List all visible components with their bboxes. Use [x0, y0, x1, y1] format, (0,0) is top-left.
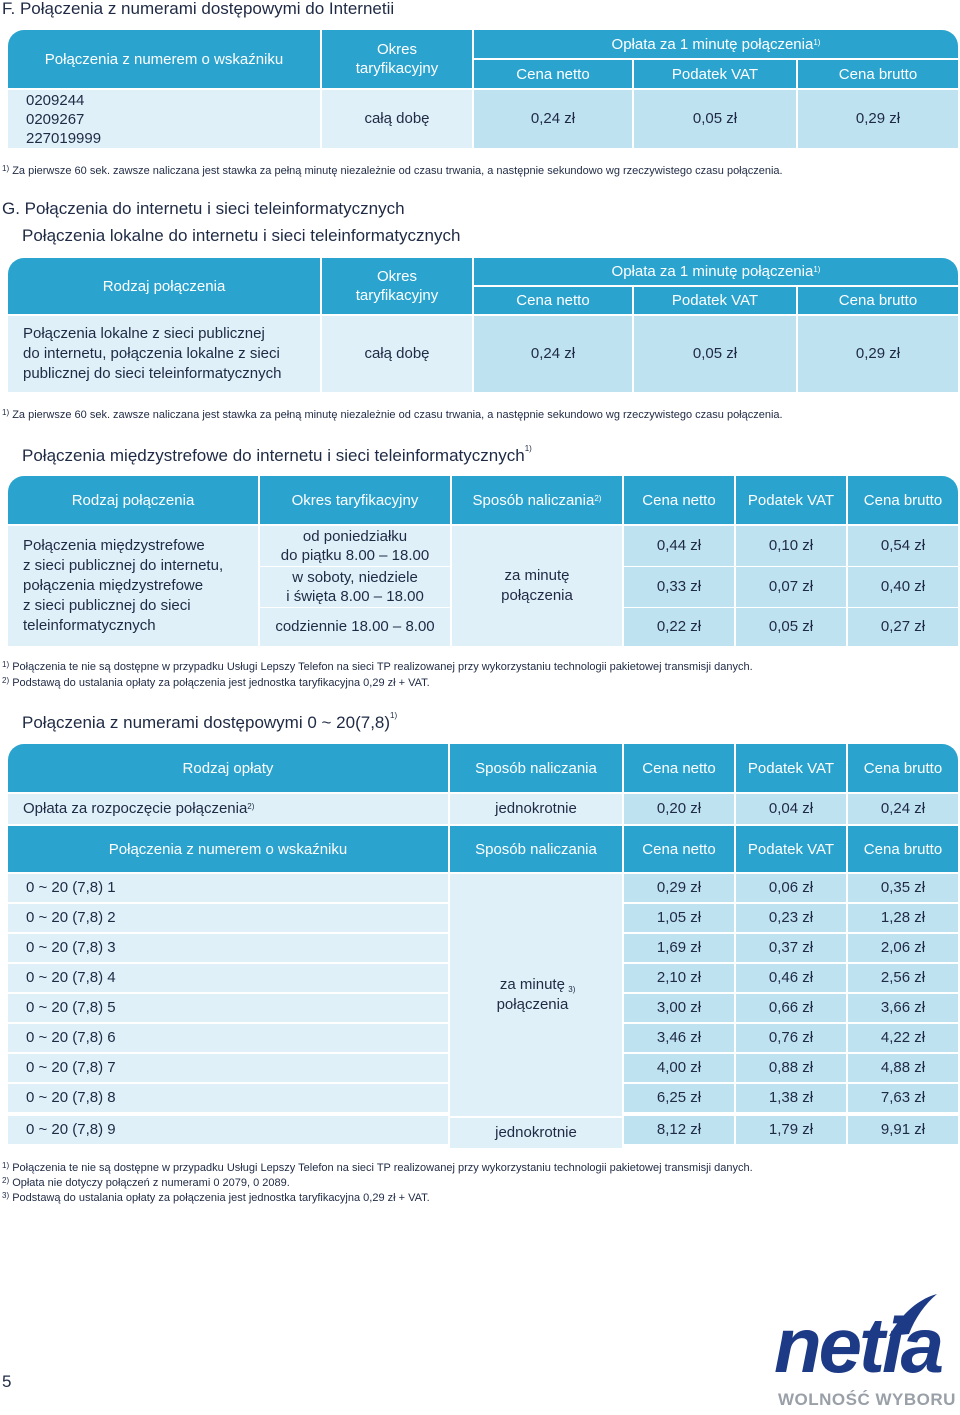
row-period-2: w soboty, niedziele i święta 8.00 – 18.00 [260, 567, 450, 607]
number-row-net: 3,46 zł [624, 1024, 734, 1052]
number-row-gross: 9,91 zł [848, 1116, 958, 1144]
number-row-net: 2,10 zł [624, 964, 734, 992]
number-row-net: 1,05 zł [624, 904, 734, 932]
header-fee-label: Opłata za 1 minutę połączenia [611, 35, 814, 53]
interzonal-title-text: Połączenia międzystrefowe do internetu i sieci teleinformatycznych [22, 446, 525, 465]
number-row-net: 8,12 zł [624, 1116, 734, 1144]
start-fee-gross: 0,24 zł [848, 794, 958, 824]
access20-title-sup: 1) [390, 711, 398, 720]
number-row-label: 0 ~ 20 (7,8) 8 [8, 1084, 448, 1112]
access20-footnote-3 [2, 1191, 430, 1205]
row-period: całą dobę [322, 90, 472, 148]
row-gross: 0,29 zł [798, 316, 958, 392]
header-vat: Podatek VAT [736, 476, 846, 524]
header-type: Rodzaj połączenia [8, 476, 258, 524]
row-vat-3: 0,05 zł [736, 608, 846, 646]
header-method: Sposób naliczania [450, 744, 622, 792]
footnote-text: Opłata nie dotyczy połączeń z numerami 0 2079, 0 2089. [12, 1177, 290, 1189]
interzonal-title-sup: 1) [524, 444, 532, 453]
section-f-footnote [2, 164, 783, 178]
number-row-label: 0 ~ 20 (7,8) 9 [8, 1116, 448, 1144]
footnote-text: Podstawą do ustalania opłaty za połączenia jest jednostka taryfikacyjna 0,29 zł + VAT. [12, 1192, 430, 1204]
row-gross: 0,29 zł [798, 90, 958, 148]
section-g-subtitle: Połączenia lokalne do internetu i sieci teleinformatycznych [22, 226, 461, 245]
tagline: WOLNOŚĆ WYBORU [778, 1390, 956, 1409]
header-period: Okres taryfikacyjny [260, 476, 450, 524]
header-period: Okres taryfikacyjny [322, 258, 472, 314]
row-gross-2: 0,40 zł [848, 567, 958, 607]
access20-title-text: Połączenia z numerami dostępowymi 0 ~ 20(7,8) [22, 713, 391, 732]
access20-footnote-2 [2, 1176, 290, 1190]
header-net-2: Cena netto [624, 826, 734, 872]
number-row-gross: 3,66 zł [848, 994, 958, 1022]
row-net: 0,24 zł [474, 316, 632, 392]
row-net-2: 0,33 zł [624, 567, 734, 607]
start-fee-sup: 2) [247, 802, 255, 811]
per-minute-method [450, 874, 622, 1116]
header-method-2: Sposób naliczania [450, 826, 622, 872]
header-net: Cena netto [474, 60, 632, 88]
header-fee-sup: 1) [813, 265, 821, 274]
number-row-net: 1,69 zł [624, 934, 734, 962]
row-vat-1: 0,10 zł [736, 526, 846, 566]
access20-title [22, 713, 397, 733]
header-gross: Cena brutto [848, 744, 958, 792]
number-row-vat: 0,46 zł [736, 964, 846, 992]
row-vat-2: 0,07 zł [736, 567, 846, 607]
footnote-text: Za pierwsze 60 sek. zawsze naliczana jest stawka za pełną minutę niezależnie od czasu trwania, a następnie sekundowo wg rzeczywistego czasu połączenia. [12, 165, 783, 177]
number-row-vat: 0,37 zł [736, 934, 846, 962]
header-period: Okres taryfikacyjny [322, 30, 472, 88]
access20-footnote-1 [2, 1161, 753, 1175]
header-fee [474, 258, 958, 285]
header-fee [474, 30, 958, 58]
number-row-vat: 0,76 zł [736, 1024, 846, 1052]
number-row-label: 0 ~ 20 (7,8) 2 [8, 904, 448, 932]
per-minute-text: za minutę połączenia [496, 976, 569, 1013]
header-method [452, 476, 622, 524]
header-fee-type: Rodzaj opłaty [8, 744, 448, 792]
section-f-title: F. Połączenia z numerami dostępowymi do Internetii [2, 0, 395, 18]
per-minute-sup: 3) [568, 985, 576, 994]
header-gross-2: Cena brutto [848, 826, 958, 872]
number-row-vat: 0,23 zł [736, 904, 846, 932]
header-net: Cena netto [624, 744, 734, 792]
number-row-gross: 4,88 zł [848, 1054, 958, 1082]
header-gross: Cena brutto [848, 476, 958, 524]
header-number: Połączenia z numerem o wskaźniku [8, 826, 448, 872]
footnote-text: Za pierwsze 60 sek. zawsze naliczana jest stawka za pełną minutę niezależnie od czasu trwania, a następnie sekundowo wg rzeczywistego czasu połączenia. [12, 409, 783, 421]
row-gross-3: 0,27 zł [848, 608, 958, 646]
section-g-title: G. Połączenia do internetu i sieci teleinformatycznych [2, 199, 405, 218]
number-row-label: 0 ~ 20 (7,8) 1 [8, 874, 448, 902]
row-vat: 0,05 zł [634, 316, 796, 392]
number-row-gross: 1,28 zł [848, 904, 958, 932]
row-period-1: od poniedziałku do piątku 8.00 – 18.00 [260, 526, 450, 566]
number-row-net: 4,00 zł [624, 1054, 734, 1082]
footnote-text: Połączenia te nie są dostępne w przypadku Usługi Lepszy Telefon na sieci TP realizowanej przy wykorzystaniu technologii pakietowej transmisji danych. [12, 1162, 753, 1174]
logo-wordmark: netia [774, 1301, 942, 1389]
header-fee-sup: 1) [813, 37, 821, 47]
start-fee-vat: 0,04 zł [736, 794, 846, 824]
footnote-text: Podstawą do ustalania opłaty za połączenia jest jednostka taryfikacyjna 0,29 zł + VAT. [12, 677, 430, 689]
number-row-label: 0 ~ 20 (7,8) 4 [8, 964, 448, 992]
header-vat: Podatek VAT [736, 744, 846, 792]
row-period: całą dobę [322, 316, 472, 392]
row-method: za minutę połączenia [452, 526, 622, 646]
start-fee-label [8, 794, 448, 824]
interzonal-footnote-2 [2, 676, 430, 690]
row-vat: 0,05 zł [634, 90, 796, 148]
header-vat: Podatek VAT [634, 287, 796, 314]
interzonal-title [22, 446, 532, 466]
number-row-net: 3,00 zł [624, 994, 734, 1022]
number-row-net: 6,25 zł [624, 1084, 734, 1112]
header-net: Cena netto [474, 287, 632, 314]
footnote-sup: 2) [2, 676, 10, 685]
row-gross-1: 0,54 zł [848, 526, 958, 566]
footnote-text: Połączenia te nie są dostępne w przypadku Usługi Lepszy Telefon na sieci TP realizowanej przy wykorzystaniu technologii pakietowej transmisji danych. [12, 661, 753, 673]
number-row-net: 0,29 zł [624, 874, 734, 902]
number-row-label: 0 ~ 20 (7,8) 5 [8, 994, 448, 1022]
number-row-vat: 1,38 zł [736, 1084, 846, 1112]
footnote-sup: 3) [2, 1191, 10, 1200]
number-row-label: 0 ~ 20 (7,8) 3 [8, 934, 448, 962]
row-period-3: codziennie 18.00 – 8.00 [260, 608, 450, 646]
start-fee-net: 0,20 zł [624, 794, 734, 824]
last-method: jednokrotnie [450, 1118, 622, 1148]
row-type: Połączenia międzystrefowe z sieci publicznej do internetu, połączenia międzystrefowe z sieci publicznej do sieci teleinformatycznych [8, 526, 258, 646]
section-g-footnote [2, 408, 783, 422]
number-row-vat: 0,66 zł [736, 994, 846, 1022]
footnote-sup: 1) [2, 660, 10, 669]
interzonal-footnote-1 [2, 660, 753, 674]
header-number: Połączenia z numerem o wskaźniku [8, 30, 320, 88]
number-row-vat: 0,88 zł [736, 1054, 846, 1082]
number-row-gross: 2,06 zł [848, 934, 958, 962]
header-vat: Podatek VAT [634, 60, 796, 88]
header-type: Rodzaj połączenia [8, 258, 320, 314]
number-row-vat: 1,79 zł [736, 1116, 846, 1144]
footnote-sup: 2) [2, 1176, 10, 1185]
number-row-vat: 0,06 zł [736, 874, 846, 902]
footnote-sup: 1) [2, 164, 10, 173]
start-fee-label-text: Opłata za rozpoczęcie połączenia [23, 800, 248, 817]
number-row-gross: 4,22 zł [848, 1024, 958, 1052]
number-row-label: 0 ~ 20 (7,8) 7 [8, 1054, 448, 1082]
header-method-label: Sposób naliczania [472, 491, 595, 509]
number-row-label: 0 ~ 20 (7,8) 6 [8, 1024, 448, 1052]
row-net-1: 0,44 zł [624, 526, 734, 566]
header-method-sup: 2) [594, 493, 602, 503]
header-fee-label: Opłata za 1 minutę połączenia [611, 263, 814, 280]
number-row-gross: 7,63 zł [848, 1084, 958, 1112]
page-number: 5 [2, 1372, 12, 1391]
row-net-3: 0,22 zł [624, 608, 734, 646]
header-net: Cena netto [624, 476, 734, 524]
row-net: 0,24 zł [474, 90, 632, 148]
number-row-gross: 0,35 zł [848, 874, 958, 902]
start-fee-method: jednokrotnie [450, 794, 622, 824]
header-vat-2: Podatek VAT [736, 826, 846, 872]
header-gross: Cena brutto [798, 287, 958, 314]
footnote-sup: 1) [2, 408, 10, 417]
footnote-sup: 1) [2, 1161, 10, 1170]
row-type: Połączenia lokalne z sieci publicznej do internetu, połączenia lokalne z sieci publicznej do sieci teleinformatycznych [8, 316, 320, 392]
header-gross: Cena brutto [798, 60, 958, 88]
row-numbers: 0209244 0209267 227019999 [8, 90, 320, 148]
number-row-gross: 2,56 zł [848, 964, 958, 992]
